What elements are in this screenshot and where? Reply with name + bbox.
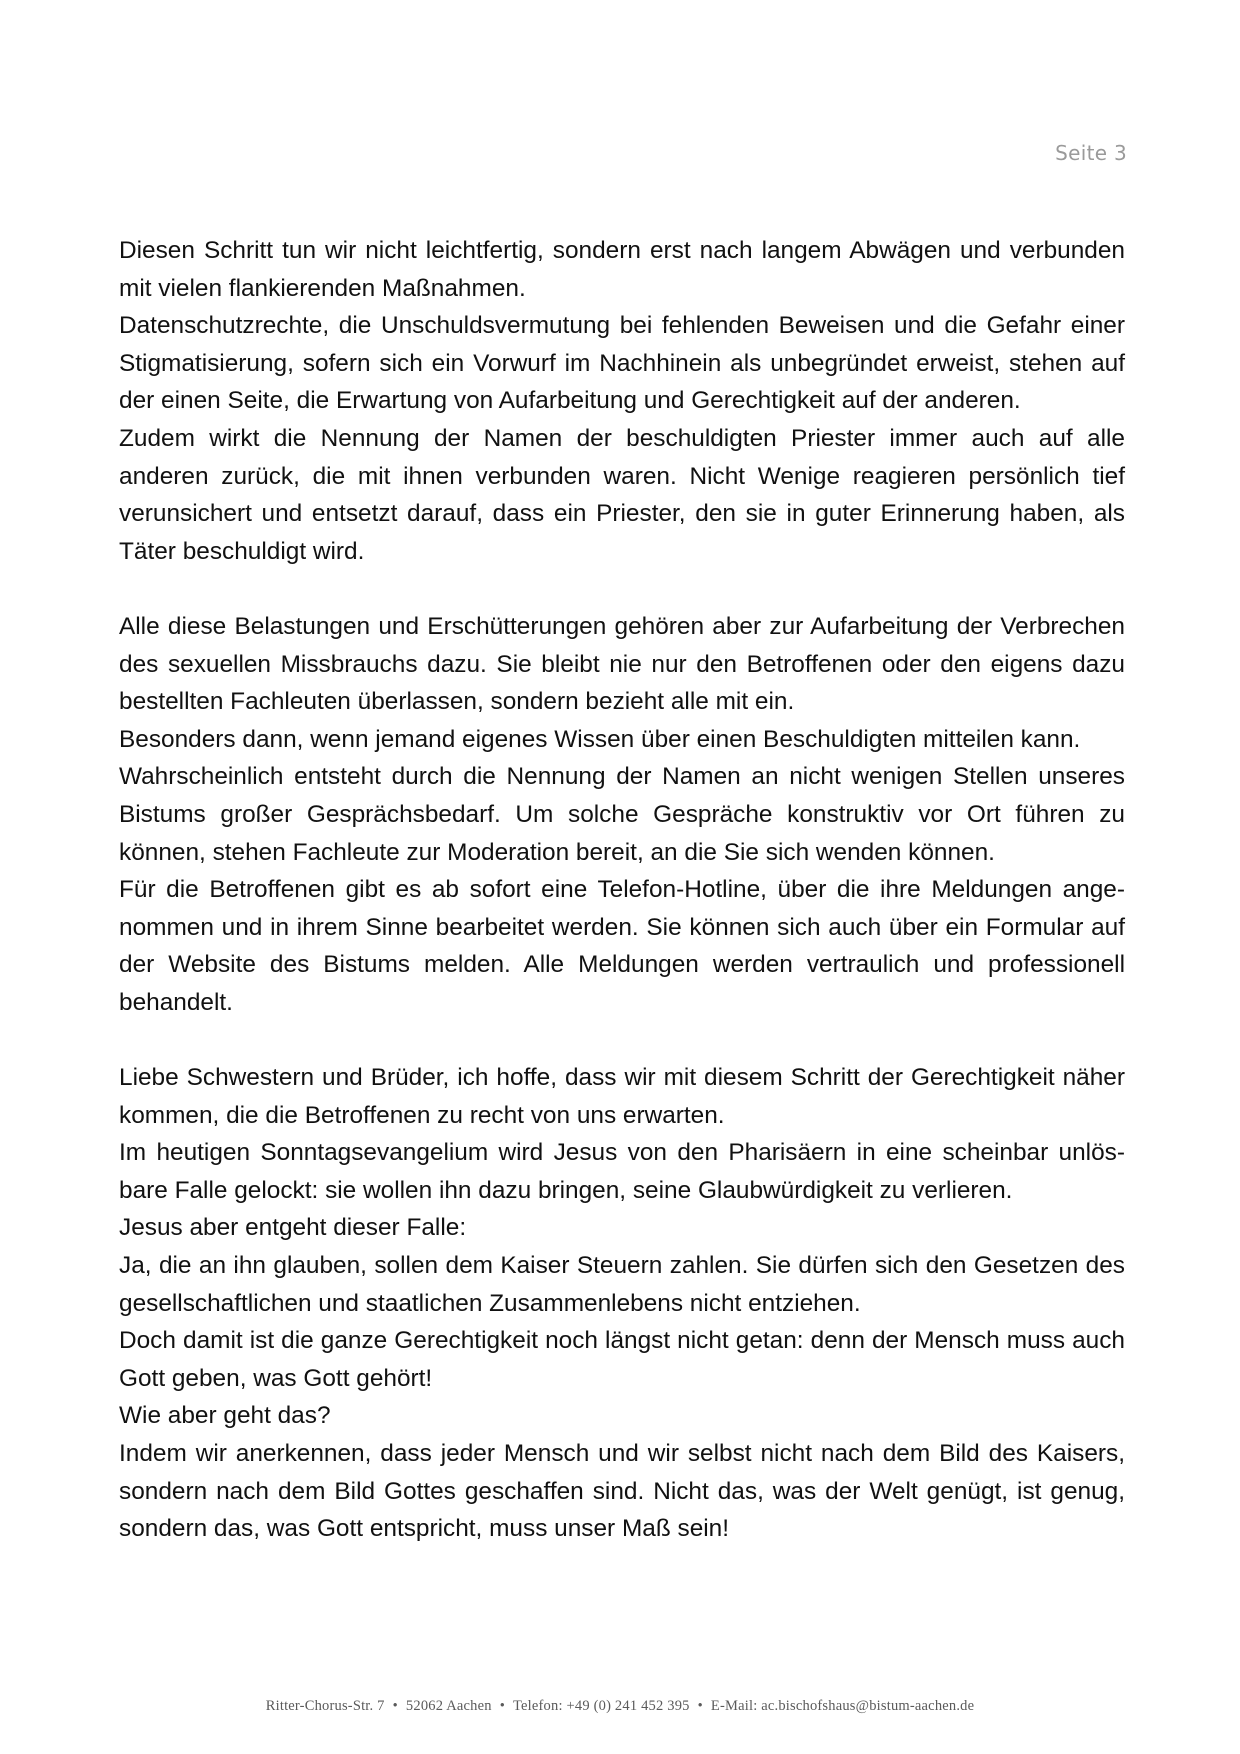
paragraph: Indem wir anerkennen, dass jeder Mensch und wir selbst nicht nach dem Bild des Kaisers, sondern nach dem Bild Gottes geschaffen sind. Nicht das, was der Welt genügt, ist genug, sondern das, was Gott entspricht, muss unser Maß sein! [119, 1440, 1125, 1543]
paragraph: Datenschutzrechte, die Unschuldsvermutung bei fehlenden Beweisen und die Gefahr einer Stigmatisierung, sofern sich ein Vorwurf im Nachhinein als unbegründet erweist, stehen auf der einen Seite, die Erwartung von Aufarbeitung und Gerechtigkeit auf der anderen. [119, 312, 1125, 415]
letter-body [119, 232, 1125, 1548]
paragraph: Liebe Schwestern und Brüder, ich hoffe, dass wir mit diesem Schritt der Gerechtigkeit näher kommen, die die Betroffenen zu recht von uns erwarten. [119, 1064, 1125, 1129]
footer-separator: • [392, 1698, 398, 1714]
paragraph: Zudem wirkt die Nennung der Namen der beschuldigten Priester immer auch auf alle anderen zurück, die mit ihnen verbunden waren. Nicht Wenige reagieren persönlich tief verunsichert und entsetzt darauf, dass ein Priester, den sie in guter Erinnerung haben, als Täter beschuldigt wird. [119, 424, 1125, 565]
footer-address [0, 1698, 1240, 1715]
paragraph: Ja, die an ihn glauben, sollen dem Kaiser Steuern zahlen. Sie dürfen sich den Gesetzen des gesellschaftlichen und staatlichen Zusammenlebens nicht entziehen. [119, 1252, 1125, 1317]
paragraph: Wahrscheinlich entsteht durch die Nennung der Namen an nicht wenigen Stellen unseres Bistums großer Gesprächsbedarf. Um solche Gespräche konstruktiv vor Ort führen zu können, stehen Fachleute zur Moderation bereit, an die Sie sich wenden können. [119, 763, 1125, 866]
paragraph: Besonders dann, wenn jemand eigenes Wissen über einen Beschuldigten mitteilen kann. [119, 725, 1081, 753]
paragraph: Im heutigen Sonntagsevangelium wird Jesus von den Pharisäern in eine scheinbar unlösbare Falle gelockt: sie wollen ihn dazu bringen, seine Glaubwürdigkeit zu verlieren. [119, 1139, 1125, 1204]
paragraph: Diesen Schritt tun wir nicht leichtfertig, sondern erst nach langem Abwägen und verbunden mit vielen flankierenden Maßnahmen. [119, 237, 1125, 302]
footer-separator: • [697, 1698, 703, 1714]
paragraph: Für die Betroffenen gibt es ab sofort eine Telefon-Hotline, über die ihre Meldungen angenommen und in ihrem Sinne bearbeitet werden. Sie können sich auch über ein Formular auf der Website des Bistums melden. Alle Meldungen werden vertraulich und professionell behandelt. [119, 876, 1125, 1016]
paragraph: Wie aber geht das? [119, 1402, 331, 1430]
footer-separator: • [499, 1698, 505, 1714]
page-number: Seite 3 [1055, 141, 1127, 165]
paragraph: Doch damit ist die ganze Gerechtigkeit noch längst nicht getan: denn der Mensch muss auch Gott geben, was Gott gehört! [119, 1327, 1125, 1392]
paragraph: Jesus aber entgeht dieser Falle: [119, 1214, 467, 1242]
footer-email: E-Mail: ac.bischofshaus@bistum-aachen.de [710, 1698, 975, 1714]
footer-street: Ritter-Chorus-Str. 7 [265, 1698, 385, 1714]
footer-phone: Telefon: +49 (0) 241 452 395 [512, 1698, 690, 1714]
paragraph: Alle diese Belastungen und Erschütterungen gehören aber zur Aufarbeitung der Verbrechen des sexuellen Missbrauchs dazu. Sie bleibt nie nur den Betroffenen oder den eigens dazu bestellten Fachleuten überlassen, sondern bezieht alle mit ein. [119, 612, 1125, 716]
footer-city: 52062 Aachen [405, 1698, 492, 1714]
